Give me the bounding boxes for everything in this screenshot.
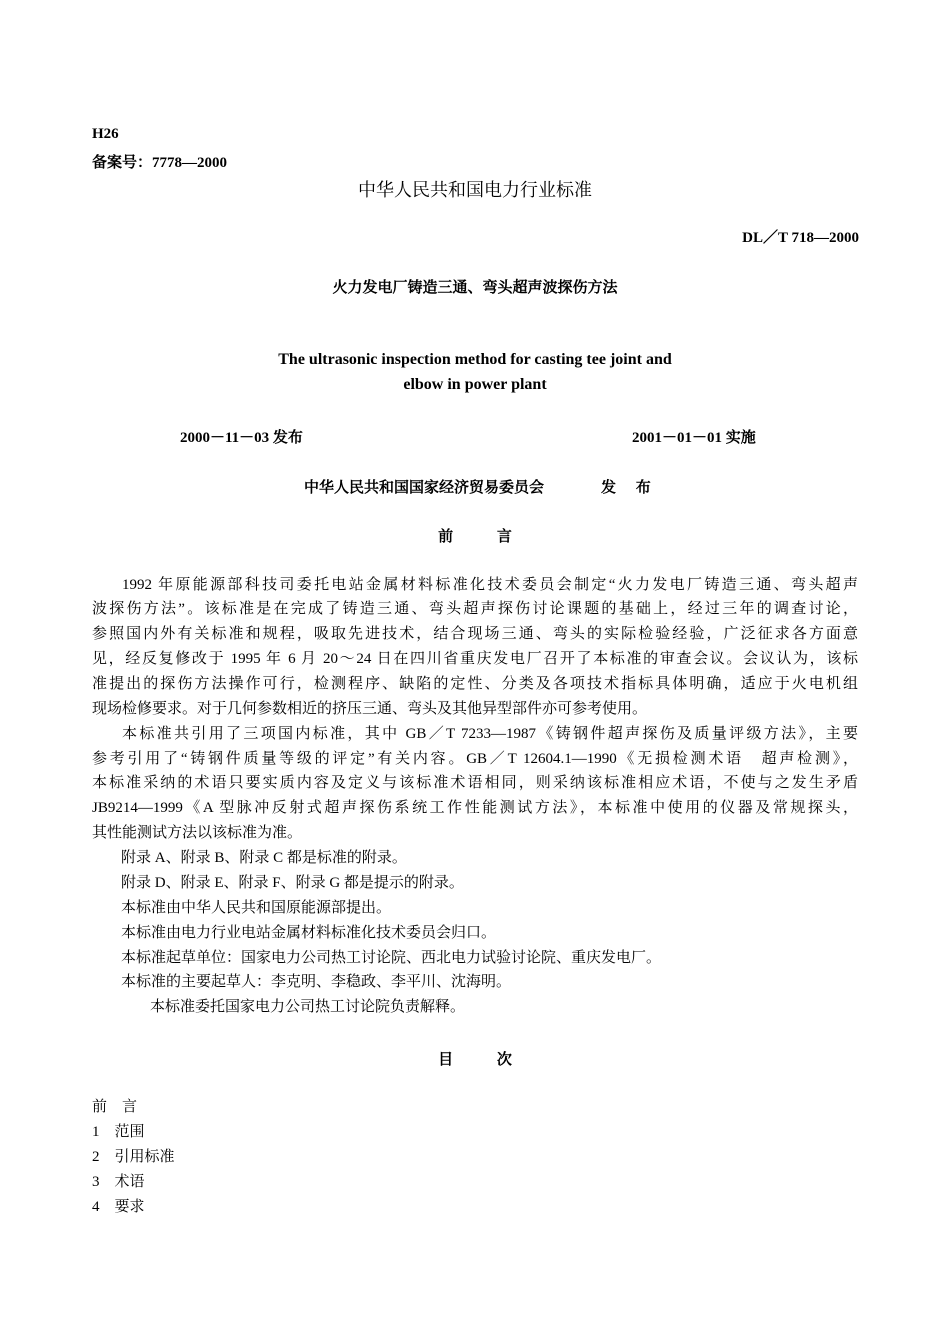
foreword-line: 参照国内外有关标准和规程，吸取先进技术，结合现场三通、弯头的实际检验经验，广泛征求各方面意 — [92, 626, 858, 642]
implementation-date: 2001－01－01 实施 — [632, 430, 756, 446]
org-title: 中华人民共和国电力行业标准 — [358, 180, 592, 201]
foreword-line: 现场检修要求。对于几何参数相近的挤压三通、弯头及其他异型部件亦可参考使用。 — [92, 701, 648, 717]
foreword-line: 本标准共引用了三项国内标准，其中 GB／T 7233—1987《铸钢件超声探伤及质量评级方法》，主要 — [122, 726, 858, 742]
foreword-line: 本标准的主要起草人：李克明、李稳政、李平川、沈海明。 — [121, 974, 512, 990]
foreword-line: 准提出的探伤方法操作可行，检测程序、缺陷的定性、分类及各项技术指标具体明确，适应于火电机组 — [92, 676, 858, 692]
toc-heading: 目 次 — [438, 1052, 512, 1068]
toc-item[interactable]: 前 言 — [92, 1099, 138, 1115]
standard-code: DL／T 718—2000 — [742, 230, 859, 246]
issue-date: 2000－11－03 发布 — [180, 430, 303, 446]
foreword-line: 1992 年原能源部科技司委托电站金属材料标准化技术委员会制定“火力发电厂铸造三通、弯头超声 — [122, 577, 858, 593]
foreword-line: 本标准委托国家电力公司热工讨论院负责解释。 — [150, 999, 466, 1015]
foreword-line: 波探伤方法”。该标准是在完成了铸造三通、弯头超声探伤讨论课题的基础上，经过三年的调查讨论， — [92, 601, 858, 617]
foreword-line: 本标准起草单位：国家电力公司热工讨论院、西北电力试验讨论院、重庆发电厂。 — [121, 950, 662, 966]
foreword-line: 本标准由电力行业电站金属材料标准化技术委员会归口。 — [121, 925, 497, 941]
title-zh: 火力发电厂铸造三通、弯头超声波探伤方法 — [332, 280, 618, 296]
classification-code: H26 — [92, 126, 119, 142]
foreword-line: 附录 A、附录 B、附录 C 都是标准的附录。 — [121, 850, 407, 866]
toc-item[interactable]: 1 范围 — [92, 1124, 145, 1140]
foreword-line: 本标准由中华人民共和国原能源部提出。 — [121, 900, 392, 916]
title-en-line1: The ultrasonic inspection method for casting tee joint and — [278, 351, 672, 368]
foreword-line: 其性能测试方法以该标准为准。 — [92, 825, 303, 841]
foreword-line: 见，经反复修改于 1995 年 6 月 20～24 日在四川省重庆发电厂召开了本标准的审查会议。会议认为，该标 — [92, 651, 858, 667]
foreword-line: 参考引用了“铸钢件质量等级的评定”有关内容。GB／T 12604.1—1990《无损检测术语 超声检测》， — [92, 751, 858, 767]
foreword-line: 本标准采纳的术语只要实质内容及定义与该标准术语相同，则采纳该标准相应术语，不使与之发生矛盾 — [92, 775, 858, 791]
toc-item[interactable]: 4 要求 — [92, 1199, 145, 1215]
foreword-line: 附录 D、附录 E、附录 F、附录 G 都是提示的附录。 — [121, 875, 464, 891]
issuer-action: 发 布 — [601, 480, 659, 496]
title-en-line2: elbow in power plant — [403, 376, 547, 393]
toc-item[interactable]: 2 引用标准 — [92, 1149, 175, 1165]
record-number: 备案号：7778—2000 — [92, 155, 228, 171]
foreword-line: JB9214—1999《A 型脉冲反射式超声探伤系统工作性能测试方法》，本标准中使用的仪器及常规探头， — [92, 800, 858, 816]
issuer-name: 中华人民共和国国家经济贸易委员会 — [304, 480, 545, 496]
foreword-heading: 前 言 — [438, 529, 512, 545]
toc-item[interactable]: 3 术语 — [92, 1174, 145, 1190]
